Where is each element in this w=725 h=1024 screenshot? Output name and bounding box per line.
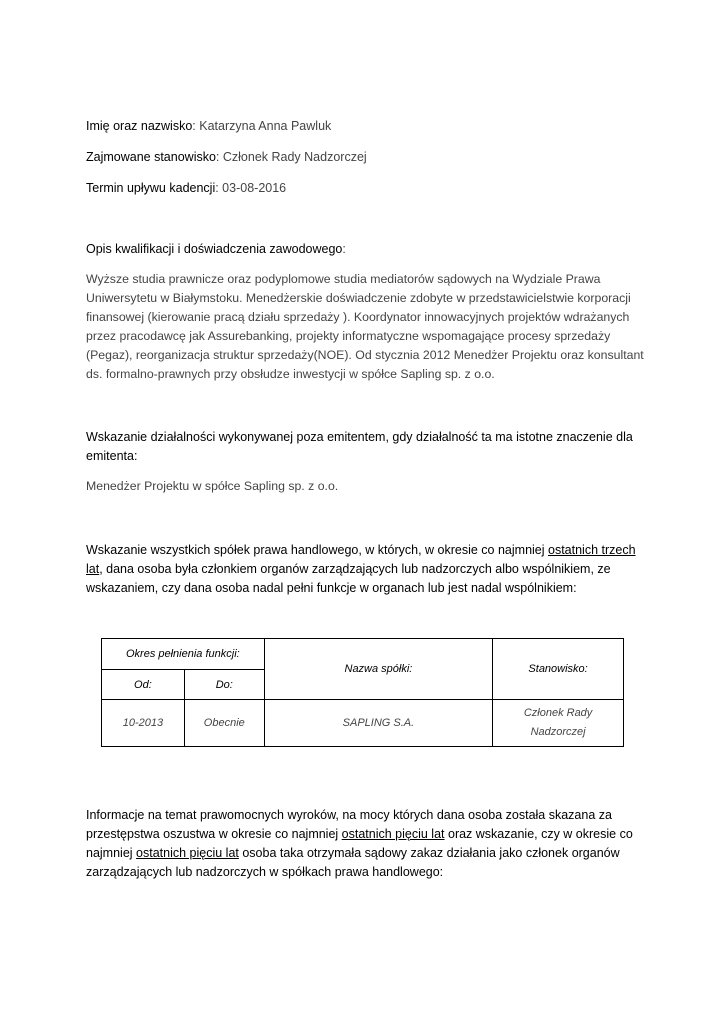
name-label: Imię oraz nazwisko — [86, 119, 193, 133]
convictions-heading — [86, 806, 646, 882]
companies-heading-part2: , dana osoba była członkiem organów zarządzających lub nadzorczych albo wspólnikiem, ze wskazaniem, czy dana osoba nadal pełni funkcje w organach lub jest nadal wspólnikiem: — [86, 562, 611, 595]
table-header-row — [102, 639, 624, 670]
companies-heading-part1: Wskazanie wszystkich spółek prawa handlowego, w których, w okresie co najmniej — [86, 543, 548, 557]
role-header: Stanowisko: — [493, 639, 624, 700]
position-field — [86, 149, 367, 165]
to-cell: Obecnie — [184, 700, 264, 747]
convictions-part1: Informacje na temat prawomocnych wyroków, na mocy których dana osoba została skazana za przestępstwa oszustwa w okresie co najmniej — [86, 808, 612, 841]
role-line2: Nadzorczej — [530, 726, 586, 738]
company-cell: SAPLING S.A. — [264, 700, 492, 747]
from-cell: 10-2013 — [102, 700, 185, 747]
convictions-part3: osoba taka otrzymała sądowy zakaz działania jako członek organów zarządzających lub nadzorczych w spółkach prawa handlowego: — [86, 846, 620, 879]
company-header: Nazwa spółki: — [264, 639, 492, 700]
name-field — [86, 118, 331, 134]
period-header: Okres pełnienia funkcji: — [102, 639, 265, 670]
convictions-underlined2: ostatnich pięciu lat — [136, 846, 239, 860]
position-value: : Członek Rady Nadzorczej — [215, 150, 367, 164]
term-value: : 03-08-2016 — [215, 181, 287, 195]
companies-heading — [86, 541, 646, 598]
outside-activity-text: Menedżer Projektu w spółce Sapling sp. z o.o. — [86, 479, 339, 493]
to-header: Do: — [184, 670, 264, 700]
table-row — [102, 700, 624, 747]
role-cell — [493, 700, 624, 747]
name-value: : Katarzyna Anna Pawluk — [192, 119, 332, 133]
position-label: Zajmowane stanowisko — [86, 150, 216, 164]
qualifications-heading-colon: : — [342, 242, 346, 256]
companies-table — [101, 638, 624, 747]
from-header: Od: — [102, 670, 185, 700]
term-label: Termin upływu kadencji — [86, 181, 216, 195]
convictions-underlined1: ostatnich pięciu lat — [341, 827, 445, 841]
convictions-part2: oraz wskazanie, czy w okresie co najmniej — [86, 827, 633, 860]
qualifications-heading-text: Opis kwalifikacji i doświadczenia zawodowego — [86, 242, 343, 256]
qualifications-text: Wyższe studia prawnicze oraz podyplomowe studia mediatorów sądowych na Wydziale Prawa Uniwersytetu w Białymstoku. Menedżerskie doświadczenie zdobyte w przedstawicielstwie korporacji finansowej (kierowanie pracą działu sprzedaży ). Koordynator innowacyjnych projektów wdrażanych przez pracodawcę jak Assurebanking, projekty informatyczne wspomagające procesy sprzedaży (Pegaz), reorganizacja struktur sprzedaży(NOE). Od stycznia 2012 Menedżer Projektu oraz konsultant ds. formalno-prawnych przy obsłudze inwestycji w spółce Sapling sp. z o.o. — [86, 272, 644, 382]
term-field — [86, 180, 286, 196]
companies-heading-underlined: ostatnich trzech lat — [86, 543, 636, 576]
role-line1: Członek Rady — [523, 707, 593, 719]
qualifications-heading — [86, 240, 646, 259]
outside-activity-heading: Wskazanie działalności wykonywanej poza emitentem, gdy działalność ta ma istotne znaczenie dla emitenta: — [86, 430, 633, 463]
